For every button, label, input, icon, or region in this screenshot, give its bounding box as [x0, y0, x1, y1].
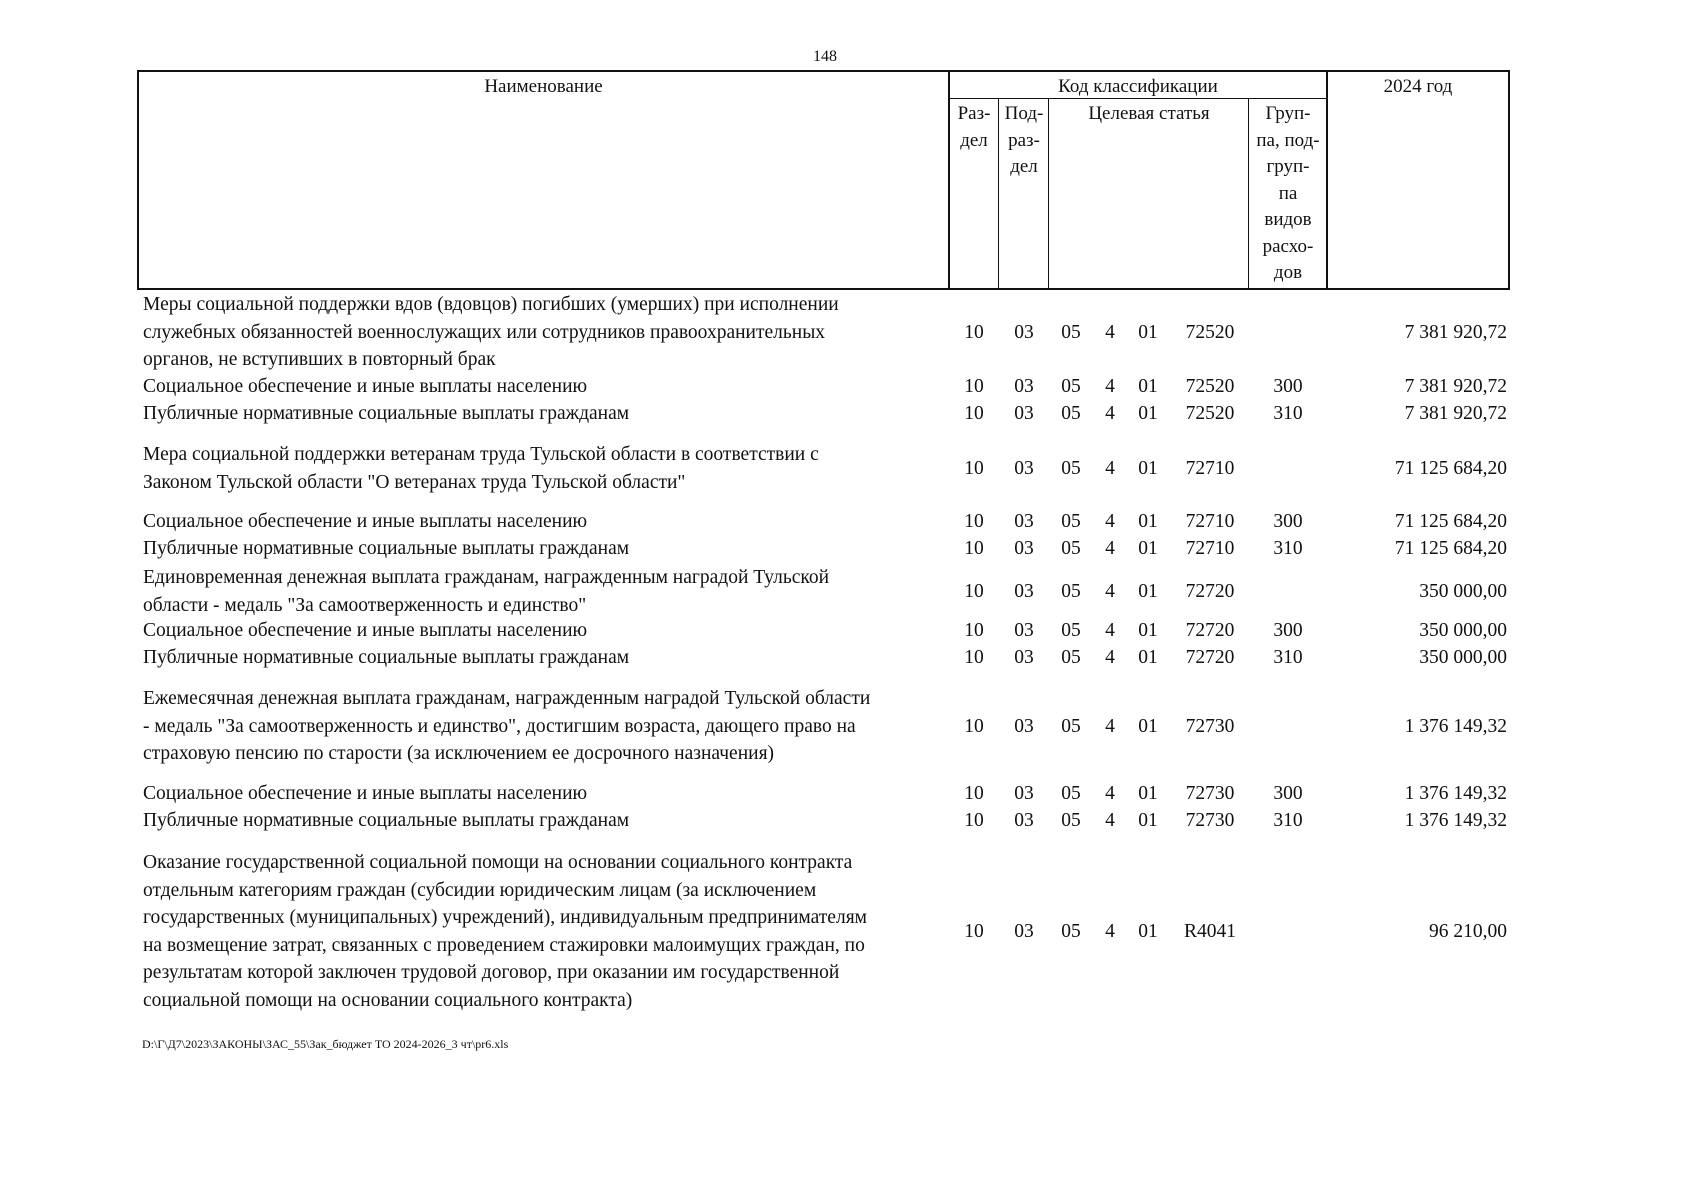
row-name: Социальное обеспечение и иные выплаты населению	[143, 376, 588, 397]
row-amount: 71 125 684,20	[1394, 511, 1507, 532]
row-name: Публичные нормативные социальные выплаты гражданам	[143, 403, 630, 424]
row-amount: 350 000,00	[1419, 620, 1507, 641]
row-code-vr: 300	[1273, 783, 1303, 804]
row-code-vr: 300	[1273, 620, 1303, 641]
row-code-cs4: 72710	[1185, 511, 1235, 532]
row-code-cs4: 72720	[1185, 647, 1235, 668]
row-code-cs4: 72720	[1185, 580, 1235, 602]
row-code-cs1: 05	[1061, 457, 1081, 479]
row-amount: 71 125 684,20	[1394, 457, 1507, 479]
row-code-vr: 310	[1273, 403, 1303, 424]
row-code-pr: 03	[1014, 810, 1034, 831]
row-name: Ежемесячная денежная выплата гражданам, награжденным наградой Тульской области - медаль "За самоотверженность и единство", достигшим возраста, дающего право на страховую пенсию по старости (за исключением ее досрочного назначения)	[143, 688, 871, 764]
header-year: 2024 год	[1383, 76, 1453, 97]
row-code-vr: 310	[1273, 647, 1303, 668]
row-code-cs1: 05	[1061, 783, 1081, 804]
row-amount: 350 000,00	[1419, 580, 1507, 602]
row-code-cs3: 01	[1138, 321, 1158, 343]
row-code-rz: 10	[964, 783, 984, 804]
row-name: Социальное обеспечение и иные выплаты населению	[143, 620, 588, 641]
row-code-rz: 10	[964, 810, 984, 831]
row-code-pr: 03	[1014, 321, 1034, 343]
row-code-cs3: 01	[1138, 810, 1158, 831]
row-name: Меры социальной поддержки вдов (вдовцов) погибших (умерших) при исполнении служебных обязанностей военнослужащих или сотрудников правоохранительных органов, не вступивших в повторный брак	[143, 294, 839, 370]
row-code-cs1: 05	[1061, 321, 1081, 343]
row-code-cs1: 05	[1061, 810, 1081, 831]
row-code-cs4: 72520	[1185, 376, 1235, 397]
row-code-rz: 10	[964, 580, 984, 602]
row-code-pr: 03	[1014, 647, 1034, 668]
row-amount: 1 376 149,32	[1404, 715, 1507, 737]
row-code-cs2: 4	[1105, 920, 1115, 942]
row-code-cs3: 01	[1138, 538, 1158, 559]
row-code-cs2: 4	[1105, 810, 1115, 831]
row-code-cs3: 01	[1138, 783, 1158, 804]
row-code-rz: 10	[964, 511, 984, 532]
row-code-pr: 03	[1014, 715, 1034, 737]
row-code-cs4: R4041	[1183, 920, 1236, 942]
row-code-cs2: 4	[1105, 511, 1115, 532]
row-code-cs4: 72730	[1185, 810, 1235, 831]
row-code-cs3: 01	[1138, 403, 1158, 424]
row-code-cs1: 05	[1061, 538, 1081, 559]
row-code-pr: 03	[1014, 511, 1034, 532]
row-code-rz: 10	[964, 403, 984, 424]
row-name: Мера социальной поддержки ветеранам труда Тульской области в соответствии с Законом Тульской области "О ветеранах труда Тульской области"	[143, 444, 819, 493]
row-code-cs3: 01	[1138, 457, 1158, 479]
row-name: Социальное обеспечение и иные выплаты населению	[143, 783, 588, 804]
row-code-rz: 10	[964, 647, 984, 668]
row-amount: 96 210,00	[1429, 920, 1507, 942]
row-code-cs4: 72520	[1185, 321, 1235, 343]
row-code-cs1: 05	[1061, 403, 1081, 424]
row-code-rz: 10	[964, 376, 984, 397]
row-code-cs3: 01	[1138, 376, 1158, 397]
row-code-vr: 310	[1273, 538, 1303, 559]
row-code-cs2: 4	[1105, 403, 1115, 424]
row-name: Публичные нормативные социальные выплаты гражданам	[143, 647, 630, 668]
row-code-cs3: 01	[1138, 920, 1158, 942]
row-code-cs2: 4	[1105, 376, 1115, 397]
row-code-cs2: 4	[1105, 457, 1115, 479]
row-code-cs4: 72520	[1185, 403, 1235, 424]
row-code-cs2: 4	[1105, 538, 1115, 559]
row-code-rz: 10	[964, 620, 984, 641]
row-name: Оказание государственной социальной помощи на основании социального контракта отдельным категориям граждан (субсидии юридическим лицам (за исключением государственных (муниципальных) учреждений), индивидуальным предпринимателям на возмещение затрат, связанных с проведением стажировки малоимущих граждан, по результатам которой заключен трудовой договор, при оказании им государственной социальной помощи на основании социального контракта)	[143, 852, 868, 1011]
row-name: Единовременная денежная выплата гражданам, награжденным наградой Тульской области - медаль "За самоотверженность и единство"	[143, 567, 830, 616]
row-code-pr: 03	[1014, 920, 1034, 942]
row-code-rz: 10	[964, 920, 984, 942]
row-amount: 7 381 920,72	[1404, 376, 1507, 397]
row-code-cs1: 05	[1061, 647, 1081, 668]
row-amount: 7 381 920,72	[1404, 321, 1507, 343]
row-code-cs3: 01	[1138, 620, 1158, 641]
header-classification-code: Код классификации	[1058, 76, 1218, 97]
row-amount: 71 125 684,20	[1394, 538, 1507, 559]
row-code-cs3: 01	[1138, 647, 1158, 668]
row-code-cs4: 72730	[1185, 783, 1235, 804]
row-code-cs2: 4	[1105, 715, 1115, 737]
row-code-pr: 03	[1014, 376, 1034, 397]
row-amount: 350 000,00	[1419, 647, 1507, 668]
row-code-cs3: 01	[1138, 715, 1158, 737]
row-amount: 1 376 149,32	[1404, 810, 1507, 831]
row-code-cs1: 05	[1061, 376, 1081, 397]
row-code-cs1: 05	[1061, 580, 1081, 602]
header-podrazdel: Под- раз- дел	[1004, 103, 1044, 177]
row-code-cs3: 01	[1138, 511, 1158, 532]
row-code-cs2: 4	[1105, 321, 1115, 343]
row-code-pr: 03	[1014, 457, 1034, 479]
row-code-cs4: 72710	[1185, 457, 1235, 479]
header-group: Груп- па, под- груп- па видов расхо- дов	[1256, 103, 1320, 283]
row-code-cs1: 05	[1061, 715, 1081, 737]
footer-file-path: D:\Г\Д7\2023\ЗАКОНЫ\ЗАС_55\Зак_бюджет ТО 2024-2026_3 чт\pr6.xls	[142, 1037, 509, 1051]
row-code-pr: 03	[1014, 580, 1034, 602]
row-code-cs1: 05	[1061, 511, 1081, 532]
table-header	[137, 70, 1510, 290]
header-razdel: Раз- дел	[957, 103, 991, 151]
row-code-cs4: 72710	[1185, 538, 1235, 559]
row-code-pr: 03	[1014, 538, 1034, 559]
row-code-cs4: 72730	[1185, 715, 1235, 737]
row-code-cs2: 4	[1105, 783, 1115, 804]
row-code-cs2: 4	[1105, 580, 1115, 602]
row-code-vr: 300	[1273, 511, 1303, 532]
page-number: 148	[813, 48, 837, 65]
header-name: Наименование	[484, 76, 603, 97]
row-code-rz: 10	[964, 321, 984, 343]
row-code-vr: 310	[1273, 810, 1303, 831]
row-code-rz: 10	[964, 715, 984, 737]
row-code-cs1: 05	[1061, 620, 1081, 641]
row-code-cs4: 72720	[1185, 620, 1235, 641]
row-code-cs1: 05	[1061, 920, 1081, 942]
row-code-rz: 10	[964, 538, 984, 559]
row-code-pr: 03	[1014, 783, 1034, 804]
header-target-article: Целевая статья	[1088, 103, 1210, 124]
row-amount: 7 381 920,72	[1404, 403, 1507, 424]
row-name: Социальное обеспечение и иные выплаты населению	[143, 511, 588, 532]
row-code-cs3: 01	[1138, 580, 1158, 602]
row-code-rz: 10	[964, 457, 984, 479]
row-name: Публичные нормативные социальные выплаты гражданам	[143, 538, 630, 559]
row-code-pr: 03	[1014, 403, 1034, 424]
row-code-cs2: 4	[1105, 620, 1115, 641]
row-amount: 1 376 149,32	[1404, 783, 1507, 804]
row-code-cs2: 4	[1105, 647, 1115, 668]
row-name: Публичные нормативные социальные выплаты гражданам	[143, 810, 630, 831]
row-code-pr: 03	[1014, 620, 1034, 641]
row-code-vr: 300	[1273, 376, 1303, 397]
